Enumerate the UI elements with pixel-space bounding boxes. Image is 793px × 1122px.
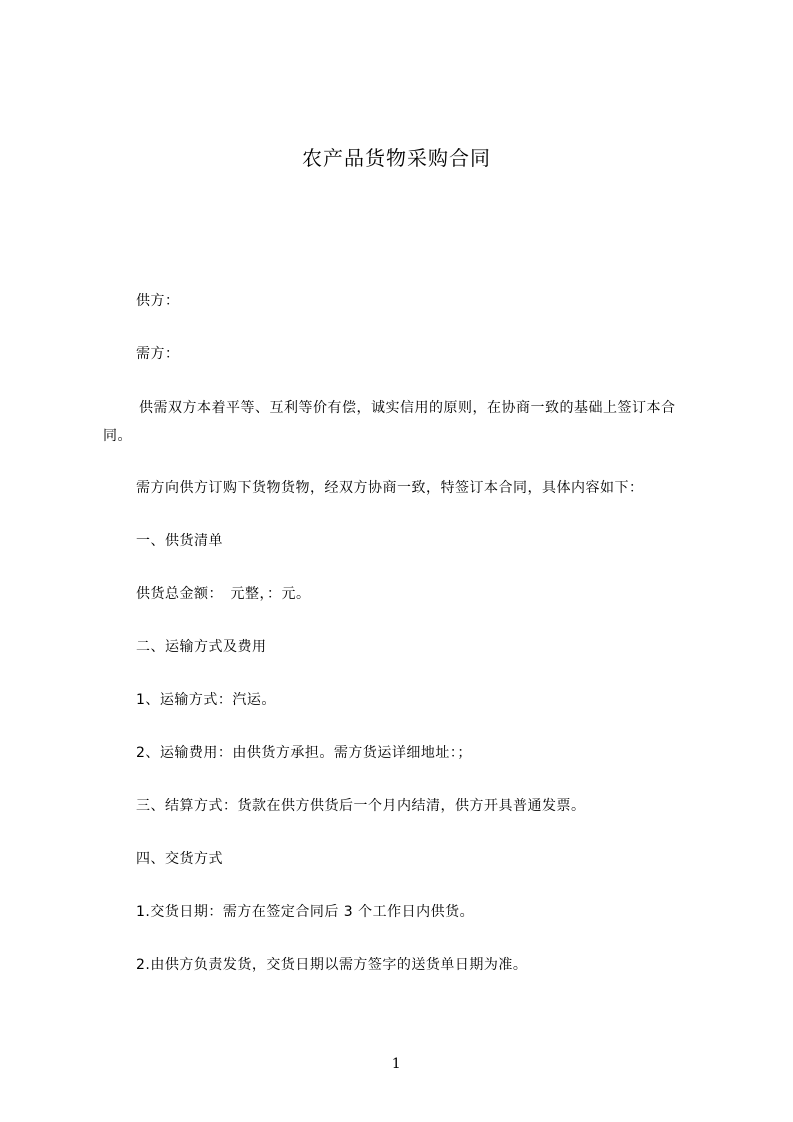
section4-heading: 四、交货方式 <box>136 851 223 867</box>
intro-paragraph: 供需双方本着平等、互利等价有偿，诚实信用的原则，在协商一致的基础上签订本合同。 <box>103 400 676 444</box>
total-amount-line: 供货总金额： 元整，：元。 <box>136 586 311 602</box>
transport-method-line: 1、运输方式：汽运。 <box>136 692 276 708</box>
transport-cost-line: 2、运输费用：由供货方承担。需方货运详细地址：； <box>136 745 472 761</box>
delivery-date-line: 1.交货日期：需方在签定合同后 3 个工作日内供货。 <box>136 904 475 920</box>
contract-title: 农产品货物采购合同 <box>302 146 491 170</box>
buyer-label: 需方： <box>136 346 180 362</box>
page-number: 1 <box>391 1056 402 1072</box>
section2-heading: 二、运输方式及费用 <box>136 639 267 655</box>
section1-heading: 一、供货清单 <box>136 533 223 549</box>
section3-settlement: 三、结算方式：货款在供方供货后一个月内结清，供方开具普通发票。 <box>136 798 586 814</box>
supplier-label: 供方： <box>136 293 180 309</box>
delivery-responsibility-line: 2.由供方负责发货，交货日期以需方签字的送货单日期为准。 <box>136 957 528 973</box>
order-statement: 需方向供方订购下货物货物，经双方协商一致，特签订本合同，具体内容如下： <box>136 480 644 496</box>
